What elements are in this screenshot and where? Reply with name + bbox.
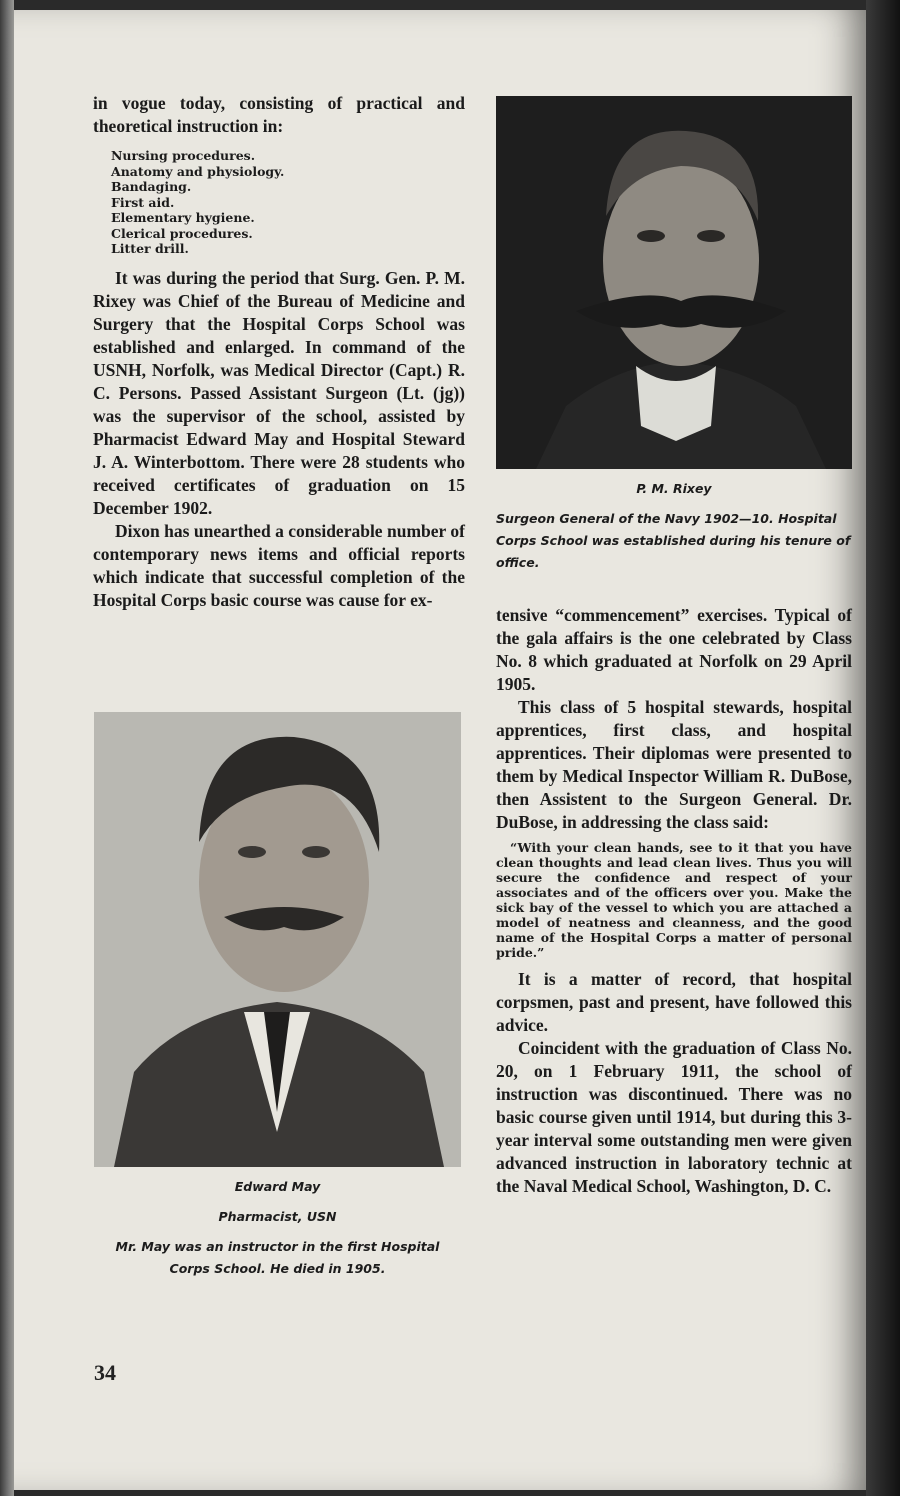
list-item: Nursing procedures. [111,148,256,163]
caption-name: Edward May [234,1179,321,1194]
facing-page-edge [866,0,900,1496]
list-item: Clerical procedures. [111,225,253,241]
left-column [93,92,465,612]
list-item: Bandaging. [111,179,192,194]
caption-name: P. M. Rixey [636,481,712,496]
rixey-caption [496,478,852,574]
edward-may-photo [94,712,461,1167]
paragraph: This class of 5 hospital stewards, hospital apprentices, first class, and hospital apprentices. Their diplomas were presented to them by Medical Inspector William R. DuBose, then Assistent to the Surgeon General. Dr. DuBose, in addressing the class said: [496,697,852,832]
paragraph: Dixon has unearthed a considerable number of contemporary news items and official reports which indicate that successful completion of the Hospital Corps basic course was cause for ex- [93,520,465,610]
list-item: Elementary hygiene. [111,210,255,225]
portrait-illustration [94,712,461,1167]
list-item: Anatomy and physiology. [111,163,285,179]
list-item: Litter drill. [111,241,189,256]
paragraph: tensive “commencement” exercises. Typical of the gala affairs is the one celebrated by Class No. 8 which graduated at Norfolk on 29 April 1905. [496,605,852,694]
caption-text: Mr. May was an instructor in the first Hospital Corps School. He died in 1905. [115,1239,440,1276]
list-item: First aid. [111,194,175,210]
paragraph: It is a matter of record, that hospital corpsmen, past and present, have followed this advice. [496,969,852,1035]
paragraph: It was during the period that Surg. Gen. P. M. Rixey was Chief of the Bureau of Medicine and Surgery that the Hospital Corps School was established and enlarged. In command of the USNH, Norfolk, was Medical Director (Capt.) R. C. Persons. Passed Assistant Surgeon (Lt. (jg)) was the supervisor of the school, assisted by Pharmacist Edward May and Hospital Steward J. A. Winterbottom. There were 28 students who received certificates of graduation on 15 December 1902. [93,267,465,518]
portrait-illustration [496,96,852,469]
page-number: 34 [94,1360,116,1385]
paragraph: Coincident with the graduation of Class No. 20, on 1 February 1911, the school of instruction was discontinued. There was no basic course given until 1914, but during this 3-year interval some outstanding men were given advanced instruction in laboratory technic at the Naval Medical School, Washington, D. C. [496,1038,852,1196]
rixey-photo [496,96,852,469]
right-column [496,604,852,1198]
instruction-list [111,148,465,257]
intro-text: in vogue today, consisting of practical and theoretical instruction in: [93,93,465,136]
caption-text: Surgeon General of the Navy 1902—10. Hospital Corps School was established during his tenure of office. [496,511,851,570]
may-caption [94,1176,461,1280]
dubose-quote: “With your clean hands, see to it that you have clean thoughts and lead clean lives. Thus you will secure the confidence and respect of your associates and of the officers over you. Make the sick bay of the vessel to which you are attached a model of neatness and cleanness, and the good name of the Hospital Corps a matter of personal pride.” [496,840,852,960]
book-binding [0,0,14,1496]
caption-title: Pharmacist, USN [218,1209,337,1224]
